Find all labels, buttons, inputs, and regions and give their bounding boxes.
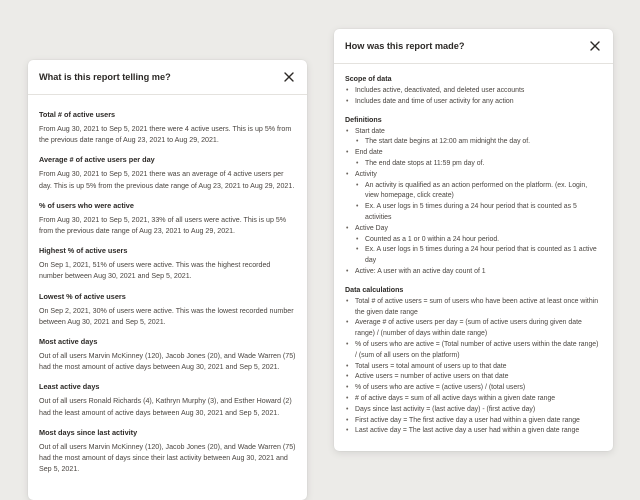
section-highest-percent (39, 246, 296, 282)
panel-title: How was this report made? (345, 41, 465, 51)
section-text: From Aug 30, 2021 to Sep 5, 2021 there were 4 active users. This is up 5% from the previous date range of Aug 23, 2021 to Aug 29, 2021. (39, 125, 292, 145)
section-title: Highest % of active users (39, 246, 128, 256)
definition-detail: • Ex. A user logs in 5 times during a 24 hour period that is counted as 5 activities (355, 202, 602, 224)
section-title: Least active days (39, 382, 100, 392)
section-text: On Sep 1, 2021, 51% of users were active. This was the highest recorded number between Aug 30, 2021 and Sep 5, 2021. (39, 261, 271, 281)
definition-detail: • Ex. A user logs in 5 times during a 24 hour period that is counted as 1 active day (355, 245, 602, 267)
section-text: Out of all users Marvin McKinney (120), Jacob Jones (20), and Wade Warren (75) had the most amount of active days between Aug 30, 2021 and Sep 5, 2021. (39, 352, 296, 372)
definition-detail: • The end date stops at 11:59 pm day of. (355, 159, 602, 170)
section-title: Scope of data (345, 75, 392, 83)
scope-section (345, 74, 602, 108)
list-item: • # of active days = sum of all active days within a given date range (345, 394, 602, 405)
calculations-section (345, 285, 602, 437)
section-text: Out of all users Ronald Richards (4), Kathryn Murphy (3), and Esther Howard (2) had the least amount of active days between Aug 30, 2021 and Sep 5, 2021. (39, 397, 292, 417)
definition-item (345, 170, 602, 224)
definition-label: Active Day (355, 224, 388, 232)
section-text: On Sep 2, 2021, 30% of users were active. This was the lowest recorded number between Aug 30, 2021 and Sep 5, 2021. (39, 306, 294, 326)
list-item: • % of users who are active = (Total number of active users within the date range) / (sum of all users on the platform) (345, 340, 602, 362)
list-item: • Days since last activity = (last active day) - (first active day) (345, 405, 602, 416)
section-most-days-since-activity (39, 428, 296, 476)
panel-title: What is this report telling me? (39, 72, 171, 82)
definition-detail: • Counted as a 1 or 0 within a 24 hour period. (355, 235, 602, 246)
section-title: % of users who were active (39, 200, 134, 210)
list-item: • Active users = number of active users on that date (345, 372, 602, 383)
close-icon[interactable] (282, 70, 296, 84)
definition-item (345, 224, 602, 267)
list-item: • Includes active, deactivated, and deleted user accounts (345, 86, 602, 97)
definition-label: Active: A user with an active day count of 1 (355, 267, 486, 275)
list-item: • Total # of active users = sum of users who have been active at least once within the given date range (345, 297, 602, 319)
definitions-section (345, 115, 602, 278)
close-icon[interactable] (588, 39, 602, 53)
definition-item (345, 267, 602, 278)
list-item: • Average # of active users per day = (sum of active users during given date range) / (number of days within date range) (345, 318, 602, 340)
section-least-active-days (39, 382, 296, 418)
definition-item (345, 148, 602, 170)
section-text: From Aug 30, 2021 to Sep 5, 2021 there was an average of 4 active users per day. This is up 5% from the previous date range of Aug 23, 2021 to Aug 29, 2021. (39, 170, 295, 190)
section-title: Data calculations (345, 285, 404, 294)
definition-detail: • An activity is qualified as an action performed on the platform. (ex. Login, view homepage, click create) (355, 181, 602, 203)
section-title: Most active days (39, 337, 98, 347)
report-explanation-panel (28, 60, 307, 500)
section-title: Lowest % of active users (39, 291, 126, 301)
section-title: Most days since last activity (39, 427, 138, 437)
panel-header (28, 60, 307, 95)
definition-detail: • The start date begins at 12:00 am midnight the day of. (355, 137, 602, 148)
section-percent-active (39, 201, 296, 237)
section-title: Total # of active users (39, 110, 116, 119)
list-item: • % of users who are active = (active users) / (total users) (345, 383, 602, 394)
section-text: From Aug 30, 2021 to Sep 5, 2021, 33% of all users were active. This is up 5% from the previous date range of Aug 23, 2021 to Aug 29, 2021. (39, 215, 287, 236)
section-title: Average # of active users per day (39, 155, 155, 165)
list-item: • Last active day = The last active day a user had within a given date range (345, 426, 602, 437)
panel-body (334, 64, 613, 437)
definition-item (345, 127, 602, 149)
definition-label: Activity (355, 170, 377, 178)
list-item: • Includes date and time of user activity for any action (345, 97, 602, 108)
report-method-panel (334, 29, 613, 451)
section-average-active-users (39, 155, 296, 191)
panel-body (28, 95, 307, 475)
section-title: Definitions (345, 115, 382, 124)
list-item: • First active day = The first active day a user had within a given date range (345, 416, 602, 427)
definition-label: End date (355, 149, 383, 157)
section-lowest-percent (39, 292, 296, 328)
definition-label: Start date (355, 127, 385, 135)
section-text: Out of all users Marvin McKinney (120), Jacob Jones (20), and Wade Warren (75) had the most amount of days since their last activity between Aug 30, 2021 and Sep 5, 2021. (39, 442, 296, 474)
list-item: • Total users = total amount of users up to that date (345, 362, 602, 373)
panel-header (334, 29, 613, 64)
section-most-active-days (39, 337, 296, 373)
section-total-active-users (39, 110, 296, 146)
